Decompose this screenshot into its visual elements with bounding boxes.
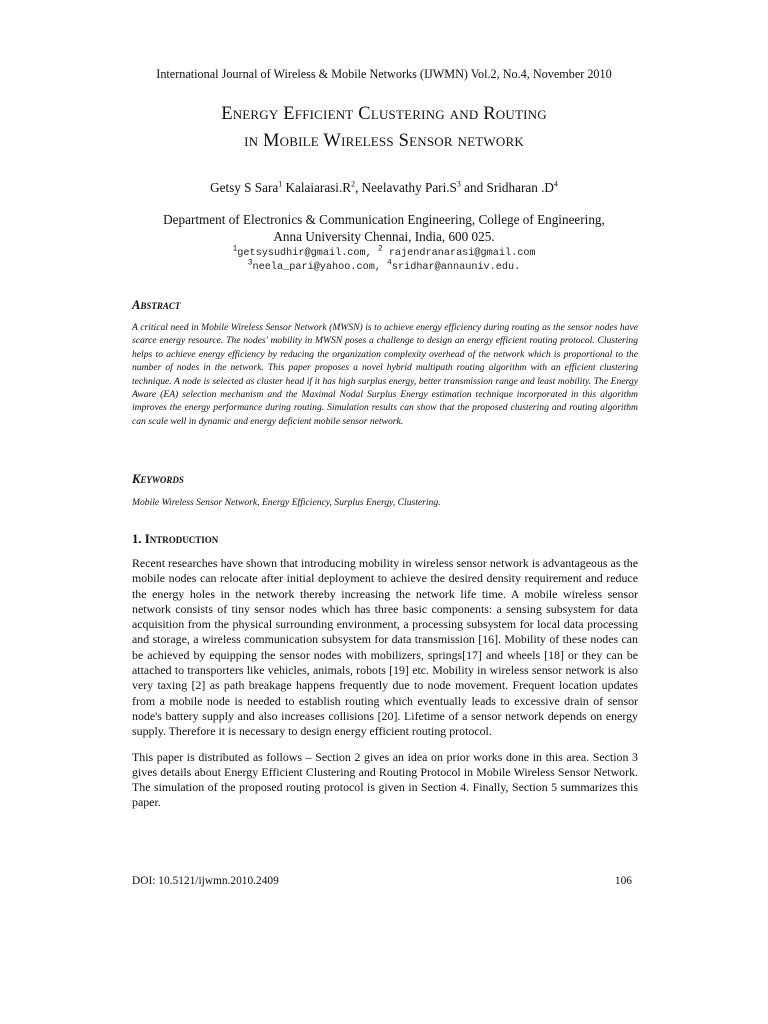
abstract-heading: Abstract <box>132 298 181 312</box>
affiliation-line-1: Department of Electronics & Communication Engineering, College of Engineering, <box>163 212 605 227</box>
keywords-text: Mobile Wireless Sensor Network, Energy Efficiency, Surplus Energy, Clustering. <box>132 497 441 508</box>
email-3[interactable]: neela_pari@yahoo.com, <box>252 261 388 273</box>
email-line-1 <box>0 244 768 261</box>
author-1-affil-mark: 1 <box>278 179 283 189</box>
title-line-1: Energy Efficient Clustering and Routing <box>221 104 547 124</box>
email-1[interactable]: getsysudhir@gmail.com, <box>237 248 378 259</box>
page-number: 106 <box>614 875 632 887</box>
author-4-name: Sridharan .D <box>486 180 554 195</box>
email-1-mark: 1 <box>232 244 238 254</box>
author-separator: , <box>355 180 362 195</box>
introduction-body <box>132 556 638 821</box>
email-2-mark: 2 <box>377 244 383 254</box>
author-list <box>0 180 768 196</box>
email-3-mark: 3 <box>247 258 253 268</box>
author-emails <box>0 244 768 274</box>
email-4-mark: 4 <box>387 258 392 268</box>
author-conjunction: and <box>460 180 487 195</box>
paper-title <box>60 101 708 155</box>
author-1-name: Getsy S Sara <box>210 180 279 195</box>
keywords-heading: Keywords <box>132 472 184 486</box>
affiliation-line-2: Anna University Chennai, India, 600 025. <box>273 229 495 244</box>
author-3-name: Neelavathy Pari.S <box>361 180 457 195</box>
introduction-heading: 1. Introduction <box>132 532 219 546</box>
footer-doi: DOI: 10.5121/ijwmn.2010.2409 <box>132 875 279 887</box>
email-2[interactable]: rajendranarasi@gmail.com <box>382 248 536 259</box>
journal-header: International Journal of Wireless & Mobile Networks (IJWMN) Vol.2, No.4, November 2010 <box>156 67 612 81</box>
introduction-paragraph-1: Recent researches have shown that introducing mobility in wireless sensor network is advantageous as the mobile nodes can relocate after initial deployment to achieve the desired density requirement and reduce the energy holes in the network thereby increasing the network life time. A mobile wireless sensor network consists of tiny sensor nodes which has three basic components: a sensing subsystem for data acquisition from the physical surrounding environment, a processing subsystem for local data processing and storage, a wireless communication subsystem for data transmission [16]. Mobility of these nodes can be achieved by equipping the sensor nodes with mobilizers, springs[17] and wheels [18] or they can be attached to transporters like vehicles, animals, robots [19] etc. Mobility in wireless sensor network is also very taxing [2] as path breakage happens frequently due to node movement. Frequent location updates from a mobile node is needed to establish routing which eventually leads to excessive drain of sensor node's battery supply and also increases collisions [20]. Lifetime of a sensor network depends on energy supply. Therefore it is necessary to design energy efficient routing protocol. <box>132 556 638 739</box>
email-4[interactable]: sridhar@annauniv.edu. <box>391 261 521 273</box>
author-2-affil-mark: 2 <box>351 179 356 189</box>
abstract-text: A critical need in Mobile Wireless Sensor Network (MWSN) is to achieve energy efficiency during routing as the sensor nodes have scarce energy resource. The nodes' mobility in MWSN poses a challenge to design an energy efficient routing protocol. Clustering helps to achieve energy efficiency by reducing the organization complexity overhead of the network which is proportional to the number of nodes in the network. This paper proposes a novel hybrid multipath routing algorithm with an efficient clustering technique. A node is selected as cluster head if it has high surplus energy, better transmission range and least mobility. The Energy Aware (EA) selection mechanism and the Maximal Nodal Surplus Energy estimation technique incorporated in this algorithm improves the energy performance during routing. Simulation results can show that the proposed clustering and routing algorithm can scale well in dynamic and energy deficient mobile sensor network. <box>132 322 638 427</box>
author-3-affil-mark: 3 <box>456 179 461 189</box>
author-4-affil-mark: 4 <box>553 179 558 189</box>
title-line-2: in Mobile Wireless Sensor network <box>244 131 524 151</box>
introduction-paragraph-2: This paper is distributed as follows – Section 2 gives an idea on prior works done in this area. Section 3 gives details about Energy Efficient Clustering and Routing Protocol in Mobile Wireless Sensor Network. The simulation of the proposed routing protocol is given in Section 4. Finally, Section 5 summarizes this paper. <box>132 749 638 810</box>
author-2-name: Kalaiarasi.R <box>285 180 352 195</box>
email-line-2 <box>0 258 768 275</box>
affiliation <box>60 211 708 245</box>
